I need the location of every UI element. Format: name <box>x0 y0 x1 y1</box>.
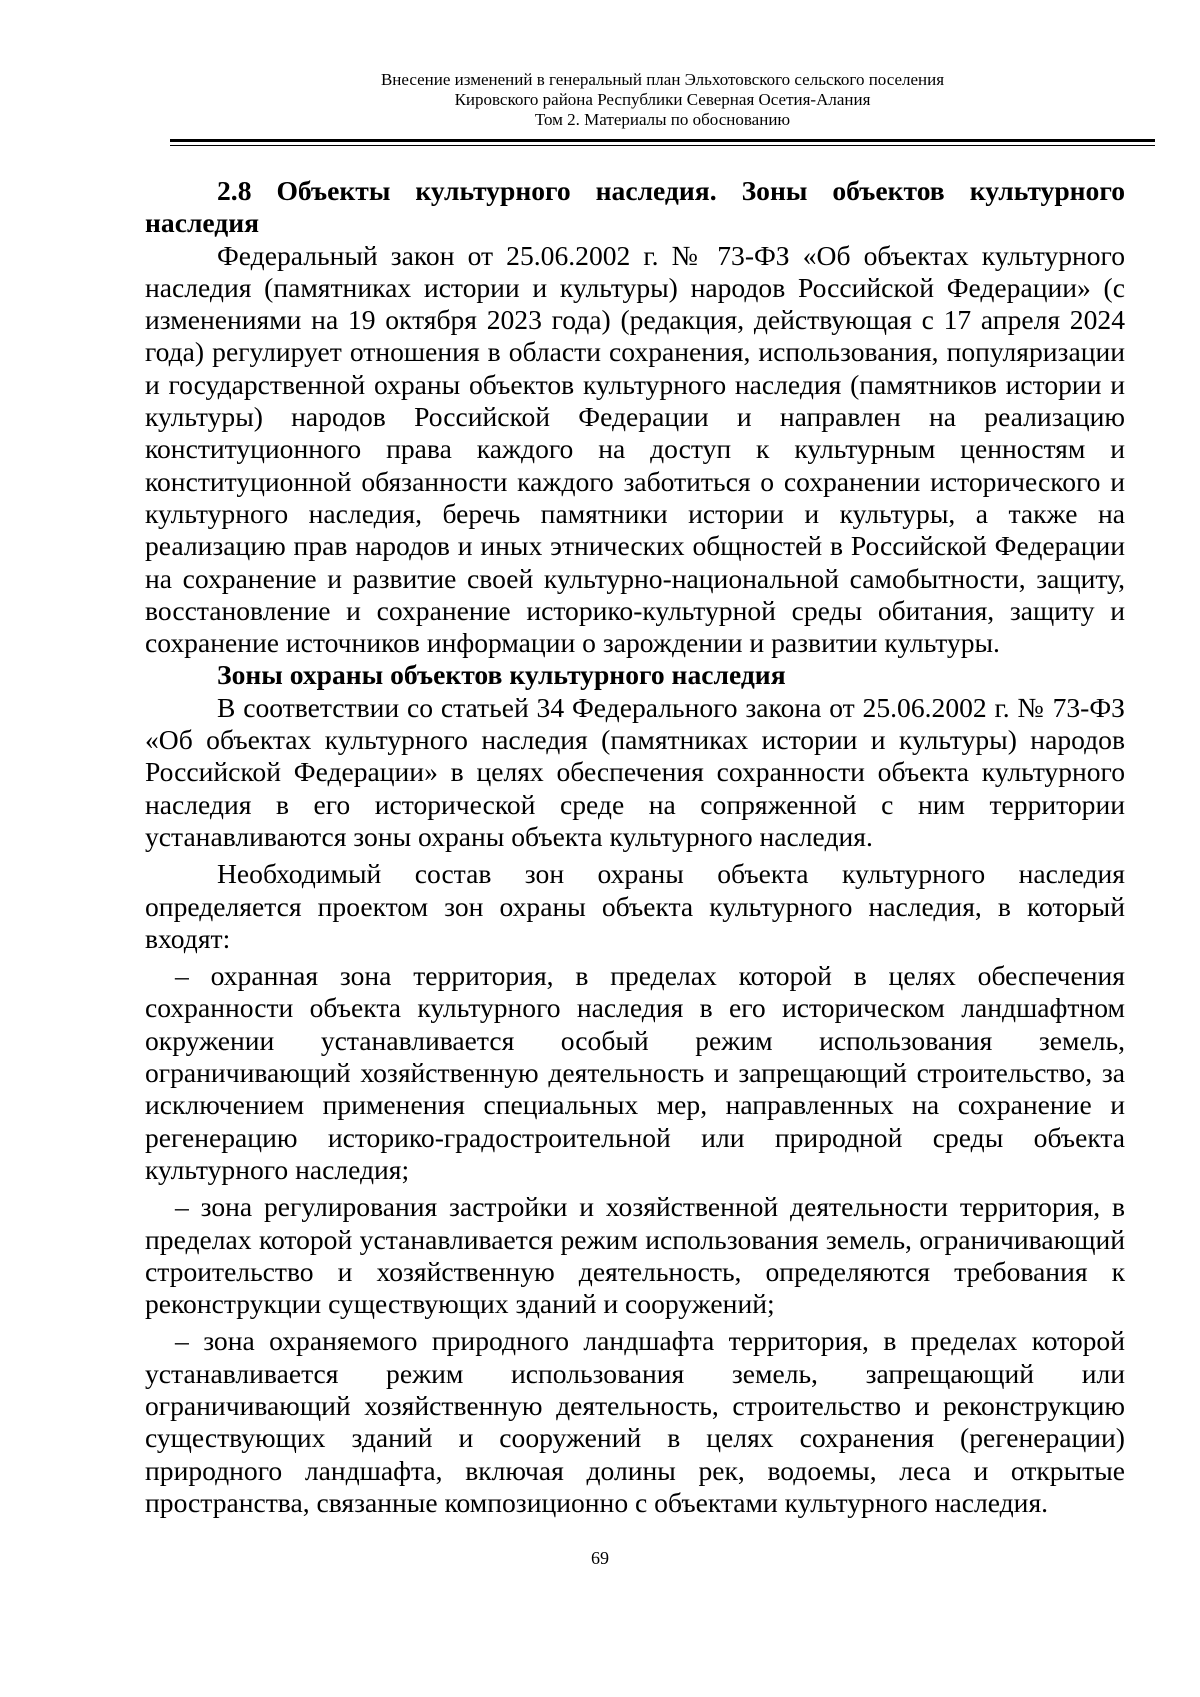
header-line-1: Внесение изменений в генеральный план Эльхотовского сельского поселения <box>380 70 945 89</box>
document-body <box>145 175 1125 1519</box>
subsection-heading: Зоны охраны объектов культурного наследия <box>217 659 786 691</box>
page-number: 69 <box>591 1548 609 1568</box>
paragraph-article-34: В соответствии со статьей 34 Федерального закона от 25.06.2002 г. № 73-ФЗ «Об объектах культурного наследия (памятниках истории и культуры) народов Российской Федерации» в целях обеспечения сохранности объекта культурного наследия в его исторической среде на сопряженной с ним территории устанавливаются зоны охраны объекта культурного наследия. <box>145 691 1125 852</box>
section-heading: 2.8 Объекты культурного наследия. Зоны объектов культурного наследия <box>145 175 1125 239</box>
header-rule-thin <box>170 145 1155 146</box>
list-item-natural-landscape-zone: – зона охраняемого природного ландшафта территория, в пределах которой устанавливается режим использования земель, запрещающий или ограничивающий хозяйственную деятельность, строительство и реконструкцию существующих зданий и сооружений в целях сохранения (регенерации) природного ландшафта, включая долины рек, водоемы, леса и открытые пространства, связанные композиционно с объектами культурного наследия. <box>145 1325 1125 1518</box>
running-header <box>170 70 1155 130</box>
header-rule-thick <box>170 139 1155 142</box>
header-line-2: Кировского района Республики Северная Осетия-Алания <box>454 90 871 109</box>
header-line-3: Том 2. Материалы по обоснованию <box>534 110 791 129</box>
list-item-protected-zone: – охранная зона территория, в пределах которой в целях обеспечения сохранности объекта культурного наследия в его историческом ландшафтном окружении устанавливается особый режим использования земель, ограничивающий хозяйственную деятельность и запрещающий строительство, за исключением применения специальных мер, направленных на сохранение и регенерацию историко-градостроительной или природной среды объекта культурного наследия; <box>145 960 1125 1185</box>
list-item-development-regulation-zone: – зона регулирования застройки и хозяйственной деятельности территория, в пределах которой устанавливается режим использования земель, ограничивающий строительство и хозяйственную деятельность, определяются требования к реконструкции существующих зданий и сооружений; <box>145 1191 1125 1320</box>
paragraph-zones-composition: Необходимый состав зон охраны объекта культурного наследия определяется проектом зон охраны объекта культурного наследия, в который входят: <box>145 858 1125 954</box>
paragraph-federal-law: Федеральный закон от 25.06.2002 г. № 73-ФЗ «Об объектах культурного наследия (памятниках истории и культуры) народов Российской Федерации» (с изменениями на 19 октября 2023 года) (редакция, действующая с 17 апреля 2024 года) регулирует отношения в области сохранения, использования, популяризации и государственной охраны объектов культурного наследия (памятников истории и культуры) народов Российской Федерации и направлен на реализацию конституционного права каждого на доступ к культурным ценностям и конституционной обязанности каждого заботиться о сохранении исторического и культурного наследия, беречь памятники истории и культуры, а также на реализацию прав народов и иных этнических общностей в Российской Федерации на сохранение и развитие своей культурно-национальной самобытности, защиту, восстановление и сохранение историко-культурной среды обитания, защиту и сохранение источников информации о зарождении и развитии культуры. <box>145 239 1125 659</box>
